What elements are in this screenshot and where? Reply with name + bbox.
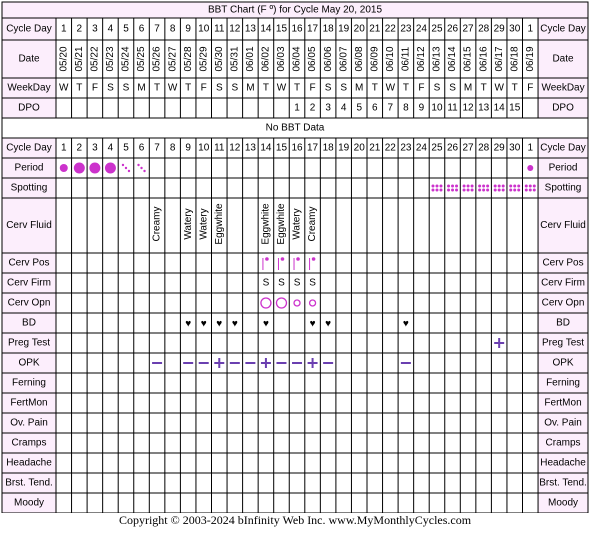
bd-heart-mark: ♥ <box>185 318 192 330</box>
row-label-ferning: Ferning <box>12 377 46 389</box>
dpo-label: 14 <box>493 102 505 114</box>
dpo-label: 15 <box>509 102 521 114</box>
weekday-label: T <box>402 82 409 94</box>
spotting-mark <box>431 189 434 192</box>
spotting-mark <box>482 185 485 188</box>
bd-heart-mark: ♥ <box>262 318 269 330</box>
spotting-mark <box>513 185 516 188</box>
date-label: 06/17 <box>493 46 505 72</box>
cycle-day-label: 29 <box>493 23 505 35</box>
row-label-right-headache: Headache <box>540 457 586 469</box>
cycle-day-label: 24 <box>415 142 427 154</box>
cycle-day-label: 12 <box>229 142 241 154</box>
row-label-preg_test: Preg Test <box>7 337 51 349</box>
cerv-firm-mark: S <box>309 277 316 289</box>
cycle-day-label: 18 <box>322 142 334 154</box>
bd-heart-mark: ♥ <box>325 318 332 330</box>
cycle-day-label: 1 <box>527 142 534 154</box>
weekday-label: F <box>309 82 316 94</box>
weekday-label: M <box>463 82 473 94</box>
row-label-weekday: WeekDay <box>7 82 51 94</box>
period-spotting-mark <box>143 170 145 172</box>
cerv-pos-dot <box>296 257 300 261</box>
date-label: 05/31 <box>229 46 241 72</box>
cycle-day-label: 7 <box>154 142 160 154</box>
cycle-day-label: 13 <box>244 142 256 154</box>
dpo-label: 12 <box>462 102 474 114</box>
weekday-label: F <box>527 82 534 94</box>
spotting-mark <box>517 189 520 192</box>
bd-heart-mark: ♥ <box>231 318 238 330</box>
cycle-day-label: 21 <box>369 142 381 154</box>
row-label-bd: BD <box>22 317 36 329</box>
dpo-label: 8 <box>403 102 409 114</box>
period-mark <box>60 164 68 172</box>
cerv-fluid-label: Creamy <box>307 206 319 242</box>
cerv-opn-mark <box>261 298 271 308</box>
row-label-right-cerv_pos: Cerv Pos <box>542 257 584 269</box>
dpo-label: 6 <box>371 102 378 114</box>
period-spotting-mark <box>125 167 127 169</box>
row-label-cerv_firm: Cerv Firm <box>7 277 51 289</box>
period-mark <box>74 163 85 174</box>
row-label-right-opk: OPK <box>552 357 574 369</box>
cycle-day-label: 8 <box>169 23 176 35</box>
cycle-day-label: 29 <box>493 142 505 154</box>
spotting-mark <box>478 189 481 192</box>
dpo-label: 1 <box>294 102 300 114</box>
spotting-mark <box>455 189 458 192</box>
row-label-right-fertmon: FertMon <box>544 397 582 409</box>
date-label: 05/28 <box>182 46 194 72</box>
row-label-right-cycle_day: Cycle Day <box>540 23 586 35</box>
weekday-label: S <box>340 82 348 94</box>
date-label: 05/30 <box>213 46 225 72</box>
cycle-day-label: 17 <box>307 142 319 154</box>
cycle-day-label: 19 <box>338 142 350 154</box>
cycle-day-label: 4 <box>107 142 114 154</box>
cycle-day-label: 3 <box>92 142 98 154</box>
weekday-label: F <box>200 82 207 94</box>
weekday-label: W <box>276 82 287 94</box>
spotting-mark <box>435 189 438 192</box>
spotting-mark <box>513 189 516 192</box>
cycle-day-label: 26 <box>446 142 459 154</box>
cerv-pos-dot <box>265 257 269 261</box>
row-label-right-ferning: Ferning <box>546 377 580 389</box>
row-label-right-cerv_opn: Cerv Opn <box>541 297 585 309</box>
cycle-day-label: 11 <box>214 23 225 35</box>
cycle-day-label: 24 <box>415 23 427 35</box>
cycle-day-label: 6 <box>138 142 145 154</box>
date-label: 05/29 <box>198 46 210 72</box>
period-spotting-mark <box>137 164 139 166</box>
cycle-day-label: 9 <box>185 23 191 35</box>
cycle-day-label: 6 <box>138 23 145 35</box>
weekday-label: F <box>418 82 425 94</box>
cycle-day-label: 27 <box>462 142 474 154</box>
period-mark <box>105 163 116 174</box>
row-label-right-spotting: Spotting <box>544 182 582 194</box>
row-label-cycle_day: Cycle Day <box>6 23 52 35</box>
cycle-day-label: 17 <box>307 23 319 35</box>
cycle-day-label: 26 <box>446 23 459 35</box>
date-label: 06/14 <box>447 46 459 72</box>
row-label-right-cerv_fluid: Cerv Fluid <box>540 220 586 232</box>
cycle-day-label: 28 <box>478 142 490 154</box>
date-label: 05/27 <box>167 46 179 72</box>
weekday-label: M <box>137 82 146 94</box>
spotting-mark <box>525 185 528 188</box>
dpo-label: 7 <box>387 102 394 114</box>
cycle-day-label: 23 <box>400 23 412 35</box>
weekday-label: T <box>262 82 269 94</box>
cycle-day-label: 12 <box>229 23 241 35</box>
spotting-mark <box>431 185 434 188</box>
spotting-mark <box>447 185 450 188</box>
weekday-label: W <box>59 82 69 94</box>
cycle-day-label: 18 <box>322 23 334 35</box>
cycle-day-label: 5 <box>123 23 129 35</box>
weekday-label: T <box>511 82 518 94</box>
cycle-day-label: 4 <box>107 23 114 35</box>
cycle-day-label: 28 <box>478 23 490 35</box>
date-label: 05/20 <box>58 46 70 72</box>
spotting-mark <box>463 185 466 188</box>
spotting-mark <box>463 189 466 192</box>
period-spotting-mark <box>140 167 142 169</box>
chart-title: BBT Chart (F º) for Cycle May 20, 2015 <box>207 4 383 16</box>
spotting-mark <box>471 185 474 188</box>
spotting-mark <box>525 189 528 192</box>
date-label: 05/22 <box>89 46 101 72</box>
row-label-opk: OPK <box>18 357 40 369</box>
dpo-label: 13 <box>478 102 490 114</box>
period-spotting-mark <box>128 170 130 172</box>
spotting-mark <box>517 185 520 188</box>
cycle-day-label: 3 <box>92 23 98 35</box>
cycle-day-label: 15 <box>275 23 288 35</box>
weekday-label: M <box>246 82 255 94</box>
date-label: 06/13 <box>431 46 443 72</box>
weekday-label: S <box>122 82 130 94</box>
bd-heart-mark: ♥ <box>216 318 223 330</box>
date-label: 05/25 <box>136 46 148 72</box>
copyright-footer: Copyright © 2003-2024 bInfinity Web Inc. www.MyMonthlyCycles.com <box>118 513 472 527</box>
cycle-day-label: 8 <box>169 142 176 154</box>
cycle-day-label: 25 <box>431 142 443 154</box>
spotting-mark <box>498 189 501 192</box>
dpo-label: 11 <box>447 102 458 114</box>
dpo-label: 4 <box>340 102 347 114</box>
row-label-right-date: Date <box>552 53 574 65</box>
cycle-day-label: 9 <box>185 142 191 154</box>
cycle-day-label: 14 <box>260 23 272 35</box>
date-label: 06/08 <box>353 46 365 72</box>
date-label: 05/21 <box>73 46 85 72</box>
row-label-right-period: Period <box>548 162 578 174</box>
cerv-firm-mark: S <box>293 277 301 289</box>
cerv-fluid-label: Eggwhite <box>260 203 272 245</box>
cycle-day-label: 30 <box>509 142 521 154</box>
cycle-day-label: 16 <box>291 142 303 154</box>
cycle-day-label: 15 <box>275 142 288 154</box>
weekday-label: W <box>494 82 504 94</box>
row-label-cerv_opn: Cerv Opn <box>7 297 51 309</box>
row-label-right-moody: Moody <box>548 497 579 509</box>
cycle-day-label: 21 <box>369 23 381 35</box>
cycle-day-label: 11 <box>214 142 225 154</box>
cycle-day-label: 22 <box>384 142 396 154</box>
row-label-right-cerv_firm: Cerv Firm <box>541 277 585 289</box>
date-label: 06/12 <box>416 46 428 72</box>
cerv-opn-mark <box>310 300 316 306</box>
spotting-mark <box>467 185 470 188</box>
period-mark <box>89 163 100 174</box>
row-label-period: Period <box>14 162 44 174</box>
date-label: 05/23 <box>105 46 117 72</box>
row-label-moody: Moody <box>13 497 45 509</box>
date-label: 06/09 <box>369 46 381 72</box>
spotting-mark <box>451 185 454 188</box>
bd-heart-mark: ♥ <box>402 318 409 330</box>
date-label: 06/10 <box>384 46 396 72</box>
weekday-label: W <box>385 82 396 94</box>
weekday-label: T <box>154 82 161 94</box>
date-label: 06/02 <box>260 46 272 72</box>
row-label-right-dpo: DPO <box>552 102 574 114</box>
row-label-right-cramps: Cramps <box>545 437 581 449</box>
spotting-mark <box>471 189 474 192</box>
cycle-day-label: 1 <box>60 142 67 154</box>
date-label: 06/03 <box>276 46 288 72</box>
row-label-right-ov_pain: Ov. Pain <box>544 417 582 429</box>
cerv-fluid-label: Watery <box>198 208 210 240</box>
spotting-mark <box>502 185 505 188</box>
spotting-mark <box>509 189 512 192</box>
date-label: 06/16 <box>478 46 490 72</box>
spotting-mark <box>435 185 438 188</box>
row-label-right-bd: BD <box>556 317 570 329</box>
spotting-mark <box>486 185 489 188</box>
dpo-label: 9 <box>418 102 425 114</box>
date-label: 06/01 <box>245 46 257 72</box>
row-label-cycle_day: Cycle Day <box>6 142 52 154</box>
weekday-label: S <box>107 82 114 94</box>
weekday-label: S <box>433 82 441 94</box>
spotting-mark <box>486 189 489 192</box>
date-label: 05/26 <box>151 46 163 72</box>
cycle-day-label: 2 <box>76 142 83 154</box>
weekday-label: M <box>355 82 364 94</box>
row-label-right-brst_tend: Brst. Tend. <box>539 477 587 489</box>
row-label-ov_pain: Ov. Pain <box>10 417 48 429</box>
cerv-fluid-label: Eggwhite <box>213 203 225 245</box>
cerv-opn-mark <box>276 298 286 308</box>
date-label: 06/18 <box>509 46 521 72</box>
cerv-firm-mark: S <box>278 277 285 289</box>
date-label: 06/04 <box>291 46 303 72</box>
spotting-mark <box>529 189 532 192</box>
cycle-day-label: 30 <box>509 23 521 35</box>
period-mark <box>527 165 533 171</box>
weekday-label: T <box>185 82 192 94</box>
spotting-mark <box>502 189 505 192</box>
cycle-day-label: 10 <box>198 23 210 35</box>
cycle-day-label: 7 <box>154 23 160 35</box>
cycle-day-label: 16 <box>291 23 303 35</box>
spotting-mark <box>494 185 497 188</box>
weekday-label: S <box>231 82 239 94</box>
cycle-day-label: 20 <box>353 23 365 35</box>
weekday-label: T <box>480 82 487 94</box>
bd-heart-mark: ♥ <box>200 318 207 330</box>
no-bbt-label: No BBT Data <box>265 122 325 134</box>
weekday-label: T <box>293 82 301 94</box>
spotting-mark <box>529 185 532 188</box>
spotting-mark <box>467 189 470 192</box>
date-label: 06/07 <box>338 46 350 72</box>
spotting-mark <box>451 189 454 192</box>
weekday-label: T <box>371 82 378 94</box>
spotting-mark <box>482 189 485 192</box>
weekday-label: W <box>167 82 178 94</box>
date-label: 06/11 <box>400 46 412 72</box>
row-label-date: Date <box>18 53 40 65</box>
cerv-fluid-label: Eggwhite <box>276 203 288 245</box>
date-label: 06/15 <box>462 46 474 72</box>
cerv-fluid-label: Creamy <box>151 206 163 242</box>
cycle-day-label: 1 <box>60 23 67 35</box>
row-label-cramps: Cramps <box>11 437 47 449</box>
period-spotting-mark <box>122 164 124 166</box>
cycle-day-label: 22 <box>384 23 396 35</box>
spotting-mark <box>439 189 442 192</box>
bd-heart-mark: ♥ <box>309 318 316 330</box>
spotting-mark <box>533 185 536 188</box>
row-label-right-weekday: WeekDay <box>541 82 585 94</box>
spotting-mark <box>439 185 442 188</box>
dpo-label: 10 <box>431 102 443 114</box>
weekday-label: F <box>91 82 98 94</box>
dpo-label: 3 <box>325 102 331 114</box>
weekday-label: T <box>76 82 83 94</box>
cycle-day-label: 25 <box>431 23 443 35</box>
cycle-day-label: 2 <box>76 23 83 35</box>
spotting-mark <box>455 185 458 188</box>
cycle-day-label: 1 <box>527 23 534 35</box>
cycle-day-label: 19 <box>338 23 350 35</box>
cycle-day-label: 27 <box>462 23 474 35</box>
row-label-cerv_pos: Cerv Pos <box>8 257 50 269</box>
row-label-cerv_fluid: Cerv Fluid <box>6 220 52 232</box>
cycle-day-label: 5 <box>123 142 129 154</box>
row-label-brst_tend: Brst. Tend. <box>5 477 53 489</box>
cycle-day-label: 23 <box>400 142 412 154</box>
weekday-label: S <box>449 82 456 94</box>
row-label-spotting: Spotting <box>10 182 48 194</box>
spotting-mark <box>509 185 512 188</box>
spotting-mark <box>533 189 536 192</box>
cerv-pos-dot <box>281 257 285 261</box>
cycle-day-label: 14 <box>260 142 272 154</box>
spotting-mark <box>494 189 497 192</box>
cerv-opn-mark <box>294 300 300 306</box>
cerv-fluid-label: Watery <box>291 208 303 240</box>
spotting-mark <box>498 185 501 188</box>
dpo-label: 5 <box>356 102 363 114</box>
date-label: 06/19 <box>524 46 536 72</box>
spotting-mark <box>478 185 481 188</box>
cerv-fluid-label: Watery <box>182 208 194 240</box>
spotting-mark <box>447 189 450 192</box>
row-label-right-cycle_day: Cycle Day <box>540 142 586 154</box>
row-label-fertmon: FertMon <box>10 397 48 409</box>
weekday-label: S <box>324 82 332 94</box>
date-label: 06/06 <box>322 46 334 72</box>
row-label-right-preg_test: Preg Test <box>541 337 585 349</box>
dpo-label: 2 <box>309 102 316 114</box>
row-label-headache: Headache <box>6 457 52 469</box>
weekday-label: S <box>215 82 223 94</box>
date-label: 05/24 <box>120 46 132 72</box>
row-label-dpo: DPO <box>18 102 40 114</box>
cycle-day-label: 13 <box>244 23 256 35</box>
cycle-day-label: 10 <box>198 142 210 154</box>
cerv-pos-dot <box>312 257 316 261</box>
date-label: 06/05 <box>307 46 319 72</box>
chart-border <box>2 2 588 513</box>
cycle-day-label: 20 <box>353 142 365 154</box>
cerv-firm-mark: S <box>262 277 270 289</box>
